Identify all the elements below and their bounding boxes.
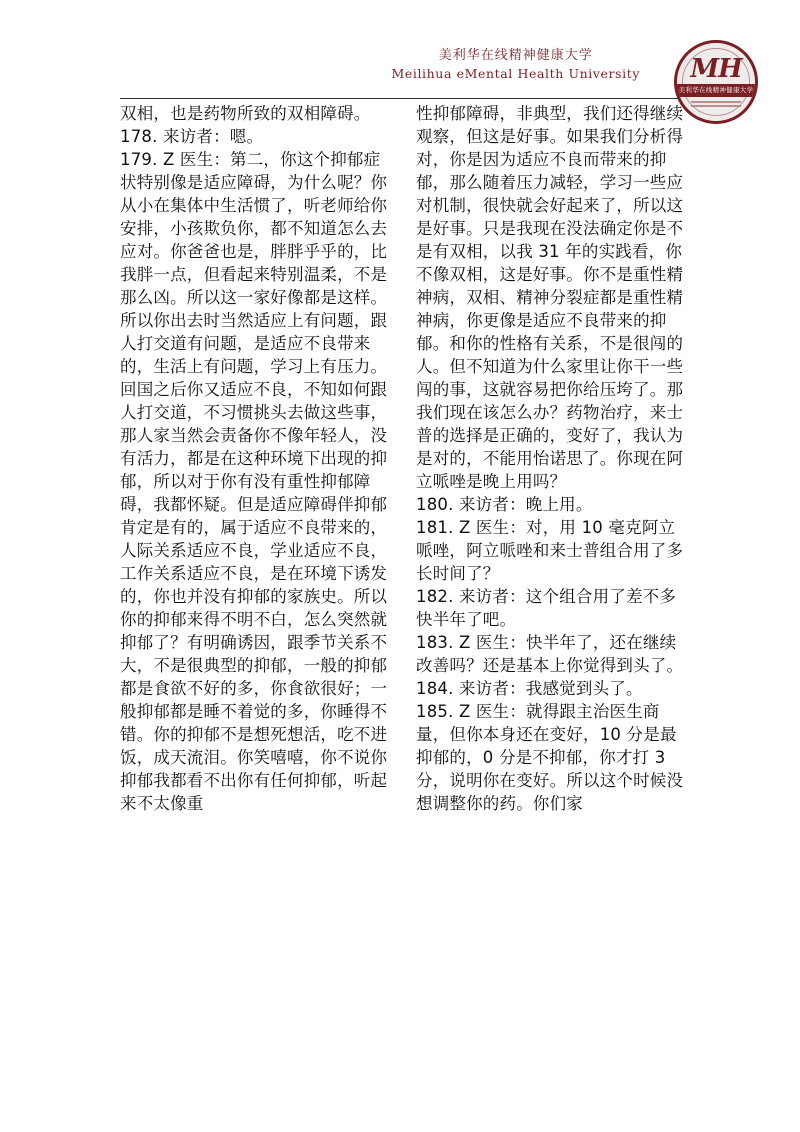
left-column (120, 102, 392, 815)
paragraph: 178. 来访者：嗯。 (120, 127, 264, 146)
institution-name (391, 48, 640, 82)
logo-band: 美利华在线精神健康大学 (677, 84, 755, 97)
institution-name-cn: 美利华在线精神健康大学 (438, 48, 593, 63)
logo-letters: MH (690, 54, 742, 84)
page-header (0, 0, 800, 100)
paragraph: 184. 来访者：我感觉到头了。 (416, 679, 643, 698)
paragraph: 性抑郁障碍，非典型，我们还得继续观察，但这是好事。如果我们分析得对，你是因为适应不良而带来的抑郁，那么随着压力减轻，学习一些应对机制，很快就会好起来了，所以这是好事。只是我现在没法确定你是不是有双相，以我 31 年的实践看，你不像双相，这是好事。你不是重性精神病，双相、精神分裂症都是重性精神病，你更像是适应不良带来的抑郁。和你的性格有关系，不是很闯的人。但不知道为什么家里让你干一些闯的事，这就容易把你给压垮了。那我们现在该怎么办？药物治疗，来士普的选择是正确的，变好了，我认为是对的，不能用怡诺思了。你现在阿立哌唑是晚上用吗？ (416, 104, 684, 491)
logo-decoration (691, 101, 741, 103)
paragraph: 双相，也是药物所致的双相障碍。 (120, 104, 371, 123)
paragraph: 180. 来访者：晚上用。 (416, 495, 593, 514)
paragraph: 183. Z 医生：快半年了，还在继续改善吗？还是基本上你觉得到头了。 (416, 633, 684, 675)
institution-name-en: Meilihua eMental Health University (391, 66, 640, 81)
paragraph: 179. Z 医生：第二，你这个抑郁症状特别像是适应障碍，为什么呢？你从小在集体中生活惯了，听老师给你安排，小孩欺负你，都不知道怎么去应对。你爸爸也是，胖胖乎乎的，比我胖一点，但看起来特别温柔，不是那么凶。所以这一家好像都是这样。所以你出去时当然适应上有问题，跟人打交道有问题，是适应不良带来的，生活上有问题，学习上有压力。回国之后你又适应不良，不知如何跟人打交道，不习惯挑头去做这些事，那人家当然会责备你不像年轻人，没有活力，都是在这种环境下出现的抑郁，所以对于你有没有重性抑郁障碍，我都怀疑。但是适应障碍伴抑郁肯定是有的，属于适应不良带来的，人际关系适应不良，学业适应不良，工作关系适应不良，是在环境下诱发的，你也并没有抑郁的家族史。所以你的抑郁来得不明不白，怎么突然就抑郁了？有明确诱因，跟季节关系不大，不是很典型的抑郁，一般的抑郁都是食欲不好的多，你食欲很好；一般抑郁都是睡不着觉的多，你睡得不错。你的抑郁不是想死想活，吃不进饭，成天流泪。你笑嘻嘻，你不说你抑郁我都看不出你有任何抑郁，听起来不太像重 (120, 150, 388, 813)
paragraph: 182. 来访者：这个组合用了差不多快半年了吧。 (416, 587, 677, 629)
header-rule (120, 98, 680, 99)
right-column (416, 102, 688, 815)
paragraph: 185. Z 医生：就得跟主治医生商量，但你本身还在变好，10 分是最抑郁的，0 分是不抑郁，你才打 3 分，说明你在变好。所以这个时候没想调整你的药。你们家 (416, 702, 684, 813)
paragraph: 181. Z 医生：对，用 10 毫克阿立哌唑，阿立哌唑和来士普组合用了多长时间了？ (416, 518, 684, 583)
